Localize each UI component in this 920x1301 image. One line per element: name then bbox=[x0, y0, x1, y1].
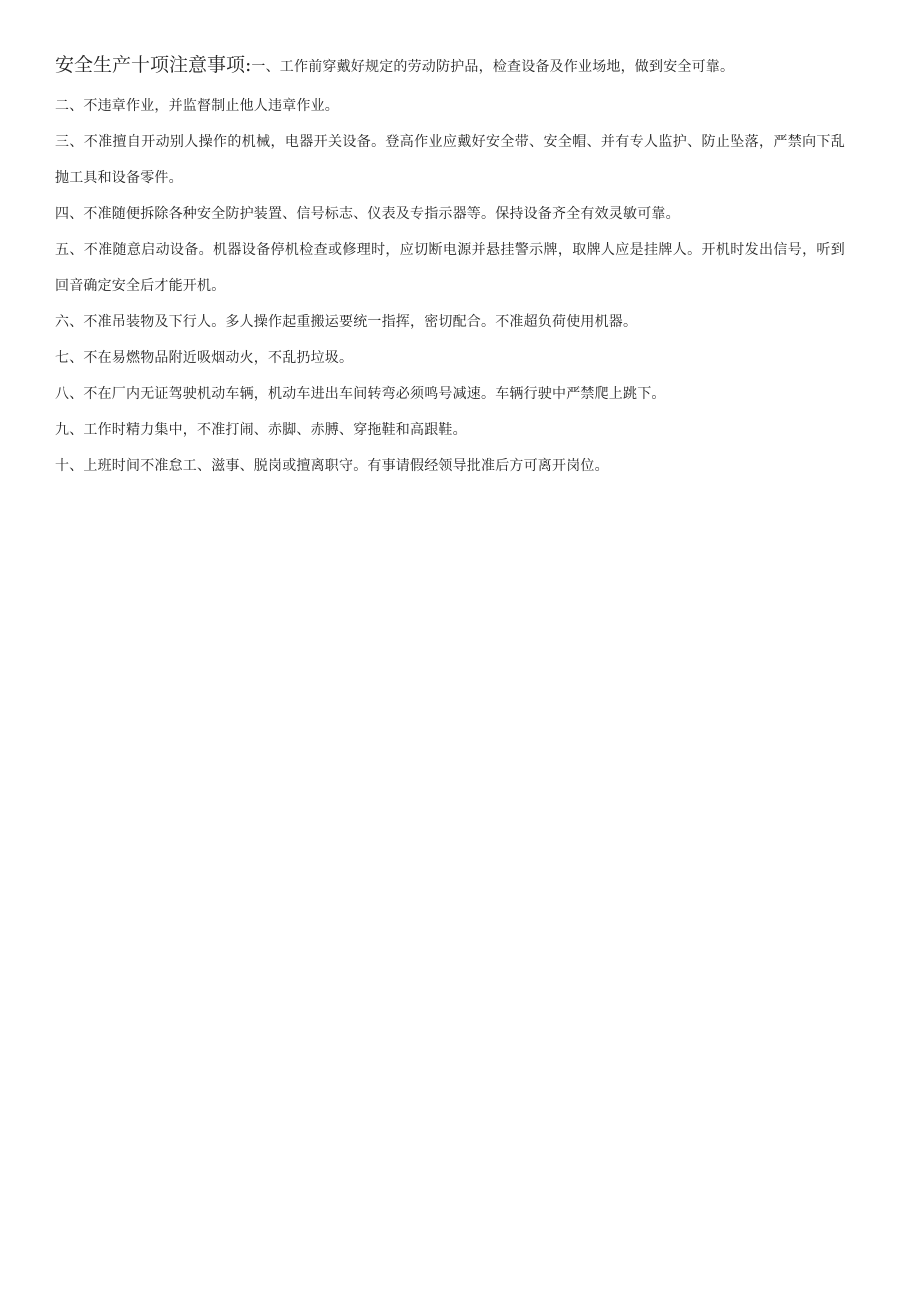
rule-item-1: 一、工作前穿戴好规定的劳动防护品，检查设备及作业场地，做到安全可靠。 bbox=[251, 59, 735, 75]
rule-item-6: 六、不准吊装物及下行人。多人操作起重搬运要统一指挥，密切配合。不准超负荷使用机器。 bbox=[55, 314, 638, 330]
rule-item-3: 三、不准擅自开动别人操作的机械，电器开关设备。登高作业应戴好安全带、安全帽、并有专人监护、防止坠落，严禁向下乱抛工具和设备零件。 bbox=[55, 134, 845, 186]
rule-item-9: 九、工作时精力集中，不准打闹、赤脚、赤膊、穿拖鞋和高跟鞋。 bbox=[55, 422, 467, 438]
document-title: 安全生产十项注意事项: bbox=[55, 54, 252, 76]
rule-item-4: 四、不准随便拆除各种安全防护装置、信号标志、仪表及专指示器等。保持设备齐全有效灵敏可靠。 bbox=[55, 206, 680, 222]
rule-item-10: 十、上班时间不准怠工、滋事、脱岗或擅离职守。有事请假经领导批准后方可离开岗位。 bbox=[55, 458, 609, 474]
rule-item-8: 八、不在厂内无证驾驶机动车辆，机动车进出车间转弯必须鸣号减速。车辆行驶中严禁爬上跳下。 bbox=[55, 386, 666, 402]
document-first-line bbox=[55, 50, 845, 82]
rule-item-7: 七、不在易燃物品附近吸烟动火，不乱扔垃圾。 bbox=[55, 350, 354, 366]
document-body bbox=[55, 50, 845, 484]
rule-item-5: 五、不准随意启动设备。机器设备停机检查或修理时，应切断电源并悬挂警示牌，取牌人应是挂牌人。开机时发出信号，听到回音确定安全后才能开机。 bbox=[55, 242, 845, 294]
rule-item-2: 二、不违章作业，并监督制止他人违章作业。 bbox=[55, 98, 339, 114]
